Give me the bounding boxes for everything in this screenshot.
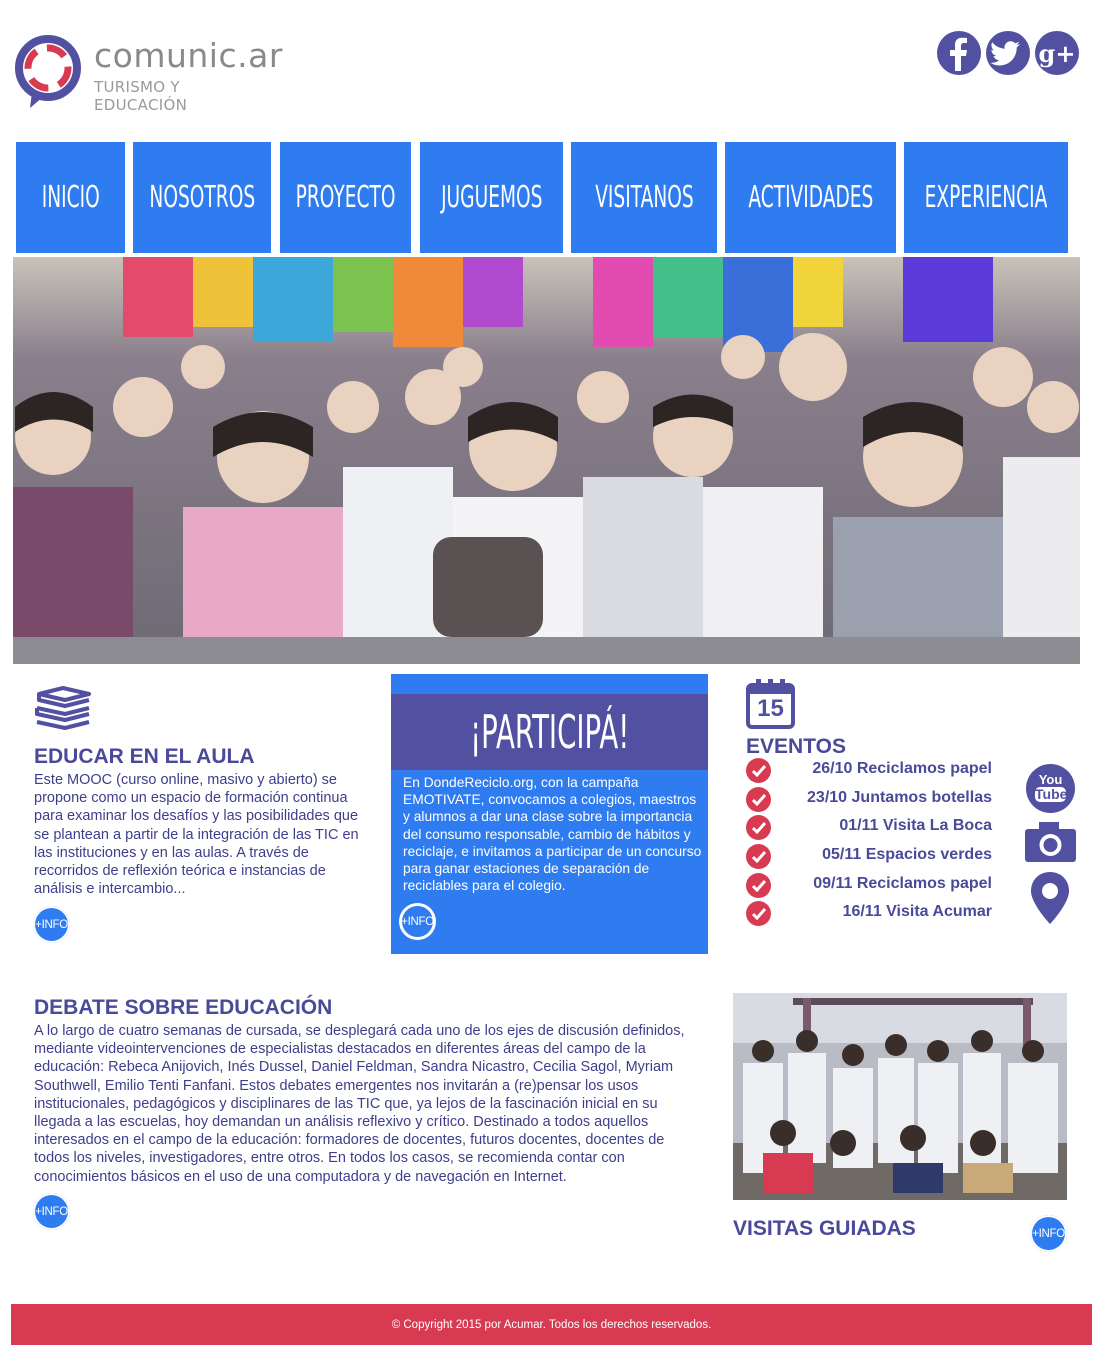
visitas-photo (733, 993, 1067, 1200)
google-plus-icon: g+ (1038, 38, 1076, 68)
location-button[interactable] (1030, 872, 1070, 929)
camera-icon (1025, 822, 1076, 862)
nav-actividades[interactable]: ACTIVIDADES (725, 142, 896, 253)
check-icon (746, 873, 771, 898)
google-plus-button[interactable] (1035, 31, 1079, 75)
aula-text: Este MOOC (curso online, masivo y abierto) se propone como un espacio de formación continua para examinar los desafíos y las posibilidades que se plantean a partir de la integración de las TIC en las instituciones y en las aulas. A través de recorridos de reflexión teórica e instancias de análisis e intercambio... (34, 772, 359, 898)
check-icon (746, 901, 771, 926)
logo-title: comunic.ar (94, 36, 283, 75)
event-item[interactable]: 26/10 Reciclamos papel (812, 760, 992, 777)
site-logo[interactable] (14, 30, 283, 114)
nav-experiencia[interactable]: EXPERIENCIA (904, 142, 1068, 253)
hero-photo (13, 257, 1080, 664)
participa-box (391, 674, 708, 954)
aula-info-button[interactable]: +INFO (33, 906, 70, 943)
check-icon (746, 787, 771, 812)
nav-visitanos[interactable]: VISITANOS (571, 142, 717, 253)
debate-title: DEBATE SOBRE EDUCACIÓN (34, 996, 333, 1019)
logo-mark-icon (14, 30, 86, 110)
footer (11, 1304, 1092, 1345)
calendar-icon (746, 677, 795, 729)
twitter-icon (986, 31, 1030, 75)
debate-text: A lo largo de cuatro semanas de cursada, se desplegará cada uno de los ejes de discusión definidos, mediante videointervenciones de especialistas destacados en diferentes áreas del campo de la educación: Rebeca Anijovich, Inés Dussel, Daniel Feldman, Sandra Nicastro, Cecilia Sagol, Myriam Southwell, Emilio Tenti Fanfani. Estos debates emergentes nos invitarán a (re)pensar los usos institucionales, pedagógicos y disciplinares de las TIC que, ya lejos de la fascinación inicial en su llegada a las escuelas, hoy demandan un análisis reflexivo y crítico. Destinado a todos aquellos interesados en el campo de la educación: formadores de docentes, futuros docentes, docentes de todos los niveles, investigadores, entre otros. En todos los casos, se recomienda contar con conocimientos básicos en el uso de una computadora y de navegación en Internet. (34, 1023, 685, 1185)
event-item[interactable]: 09/11 Reciclamos papel (813, 875, 992, 892)
facebook-button[interactable] (937, 31, 981, 75)
participa-text: En DondeReciclo.org, con la campaña EMOTIVATE, convocamos a colegios, maestros y alumnos a dar una clase sobre la importancia del consumo responsable, cambio de hábitos y reciclaje, e invitamos a participar de un concurso para ganar estaciones de separación de reciclables para el colegio. (403, 775, 702, 894)
facebook-icon (937, 31, 981, 75)
check-icon (746, 758, 771, 783)
participa-title: ¡PARTICIPÁ! (391, 694, 708, 770)
visitas-info-button[interactable]: +INFO (1030, 1215, 1067, 1252)
logo-subtitle: TURISMO Y EDUCACIÓN (94, 78, 188, 114)
nav-juguemos[interactable]: JUGUEMOS (420, 142, 563, 253)
event-item[interactable]: 23/10 Juntamos botellas (807, 789, 992, 806)
eventos-title: EVENTOS (746, 735, 846, 758)
event-item[interactable]: 01/11 Visita La Boca (839, 817, 992, 834)
aula-title: EDUCAR EN EL AULA (34, 745, 255, 768)
location-pin-icon (1030, 872, 1070, 924)
camera-button[interactable] (1025, 822, 1076, 867)
participa-info-button[interactable]: +INFO (399, 903, 436, 940)
nav-proyecto[interactable]: PROYECTO (280, 142, 411, 253)
check-icon (746, 815, 771, 840)
visitas-title: VISITAS GUIADAS (733, 1217, 916, 1240)
youtube-icon: You (1038, 772, 1063, 787)
nav-nosotros[interactable]: NOSOTROS (133, 142, 271, 253)
nav-inicio[interactable]: INICIO (16, 142, 125, 253)
calendar-day: 15 (757, 695, 784, 722)
debate-info-button[interactable]: +INFO (33, 1193, 70, 1230)
footer-copyright: © Copyright 2015 por Acumar. Todos los derechos reservados. (391, 1318, 712, 1331)
check-icon (746, 844, 771, 869)
event-item[interactable]: 16/11 Visita Acumar (842, 903, 992, 920)
event-item[interactable]: 05/11 Espacios verdes (822, 846, 992, 863)
youtube-button[interactable]: You Tube (1026, 764, 1075, 813)
books-icon (33, 686, 93, 732)
twitter-button[interactable] (986, 31, 1030, 75)
